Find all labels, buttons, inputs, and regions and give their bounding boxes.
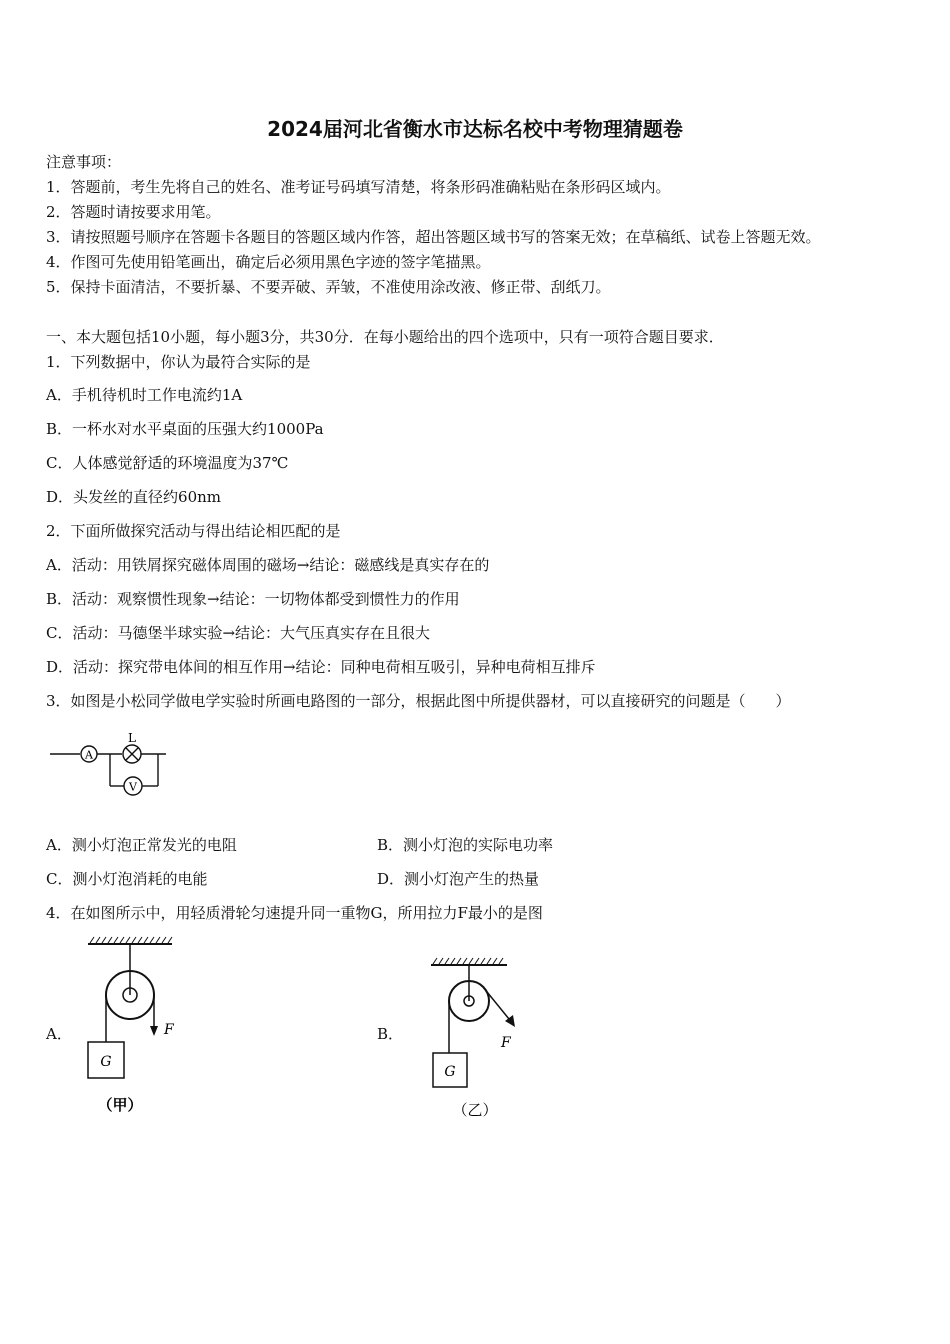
section-heading: 一、本大题包括10小题，每小题3分，共30分．在每小题给出的四个选项中，只有一项符合题目要求． [46, 328, 724, 346]
force-label: F [164, 1022, 174, 1038]
lamp-label: L [128, 731, 136, 745]
force-label: F [501, 1035, 511, 1051]
q1-option-d: D．头发丝的直径约60nm [46, 488, 221, 506]
q2-option-d: D．活动：探究带电体间的相互作用→结论：同种电荷相互吸引，异种电荷相互排斥 [46, 658, 596, 676]
q3-stem: 3．如图是小松同学做电学实验时所画电路图的一部分，根据此图中所提供器材，可以直接研究的问题是（ ） [46, 692, 791, 710]
q2-option-c: C．活动：马德堡半球实验→结论：大气压真实存在且很大 [46, 624, 431, 642]
q3-option-a: A．测小灯泡正常发光的电阻 [46, 836, 237, 854]
notice-item: 3．请按照题号顺序在答题卡各题目的答题区域内作答，超出答题区域书写的答案无效；在草稿纸、试卷上答题无效。 [46, 228, 821, 246]
notice-item: 4．作图可先使用铅笔画出，确定后必须用黑色字迹的签字笔描黑。 [46, 253, 491, 271]
voltmeter-label: V [129, 780, 137, 794]
force-arrow-icon [150, 1026, 158, 1036]
q1-option-a: A．手机待机时工作电流约1A [46, 386, 243, 404]
notice-item: 2．答题时请按要求用笔。 [46, 203, 221, 221]
q2-stem: 2．下面所做探究活动与得出结论相匹配的是 [46, 522, 341, 540]
q3-option-d: D．测小灯泡产生的热量 [377, 870, 540, 888]
q4-figure-jia [80, 932, 190, 1122]
weight-label: G [444, 1064, 456, 1080]
q4-option-b-label: B． [377, 1025, 404, 1043]
q1-stem: 1．下列数据中，你认为最符合实际的是 [46, 353, 311, 371]
weight-label: G [100, 1054, 112, 1070]
q4-stem: 4．在如图所示中，用轻质滑轮匀速提升同一重物G，所用拉力F最小的是图 [46, 904, 543, 922]
figure-caption: （甲） [97, 1096, 143, 1114]
q2-option-b: B．活动：观察惯性现象→结论：一切物体都受到惯性力的作用 [46, 590, 460, 608]
q1-option-b: B．一杯水对水平桌面的压强大约1000Pa [46, 420, 324, 438]
q3-option-c: C．测小灯泡消耗的电能 [46, 870, 208, 888]
ceiling-hatch [88, 937, 172, 944]
notice-item: 1．答题前，考生先将自己的姓名、准考证号码填写清楚，将条形码准确粘贴在条形码区域内。 [46, 178, 671, 196]
page-title: 2024届河北省衡水市达标名校中考物理猜题卷 [267, 117, 683, 141]
q4-figure-yi [425, 955, 535, 1125]
q3-option-b: B．测小灯泡的实际电功率 [377, 836, 554, 854]
ammeter-label: A [85, 748, 93, 762]
notice-item: 5．保持卡面清洁，不要折暴、不要弄破、弄皱，不准使用涂改液、修正带、刮纸刀。 [46, 278, 611, 296]
q4-option-a-label: A． [46, 1025, 72, 1043]
notice-heading: 注意事项： [46, 153, 122, 171]
figure-caption: （乙） [452, 1101, 498, 1119]
ceiling-hatch [431, 958, 507, 965]
q1-option-c: C．人体感觉舒适的环境温度为37℃ [46, 454, 289, 472]
q3-circuit-figure [48, 730, 178, 802]
q2-option-a: A．活动：用铁屑探究磁体周围的磁场→结论：磁感线是真实存在的 [46, 556, 490, 574]
